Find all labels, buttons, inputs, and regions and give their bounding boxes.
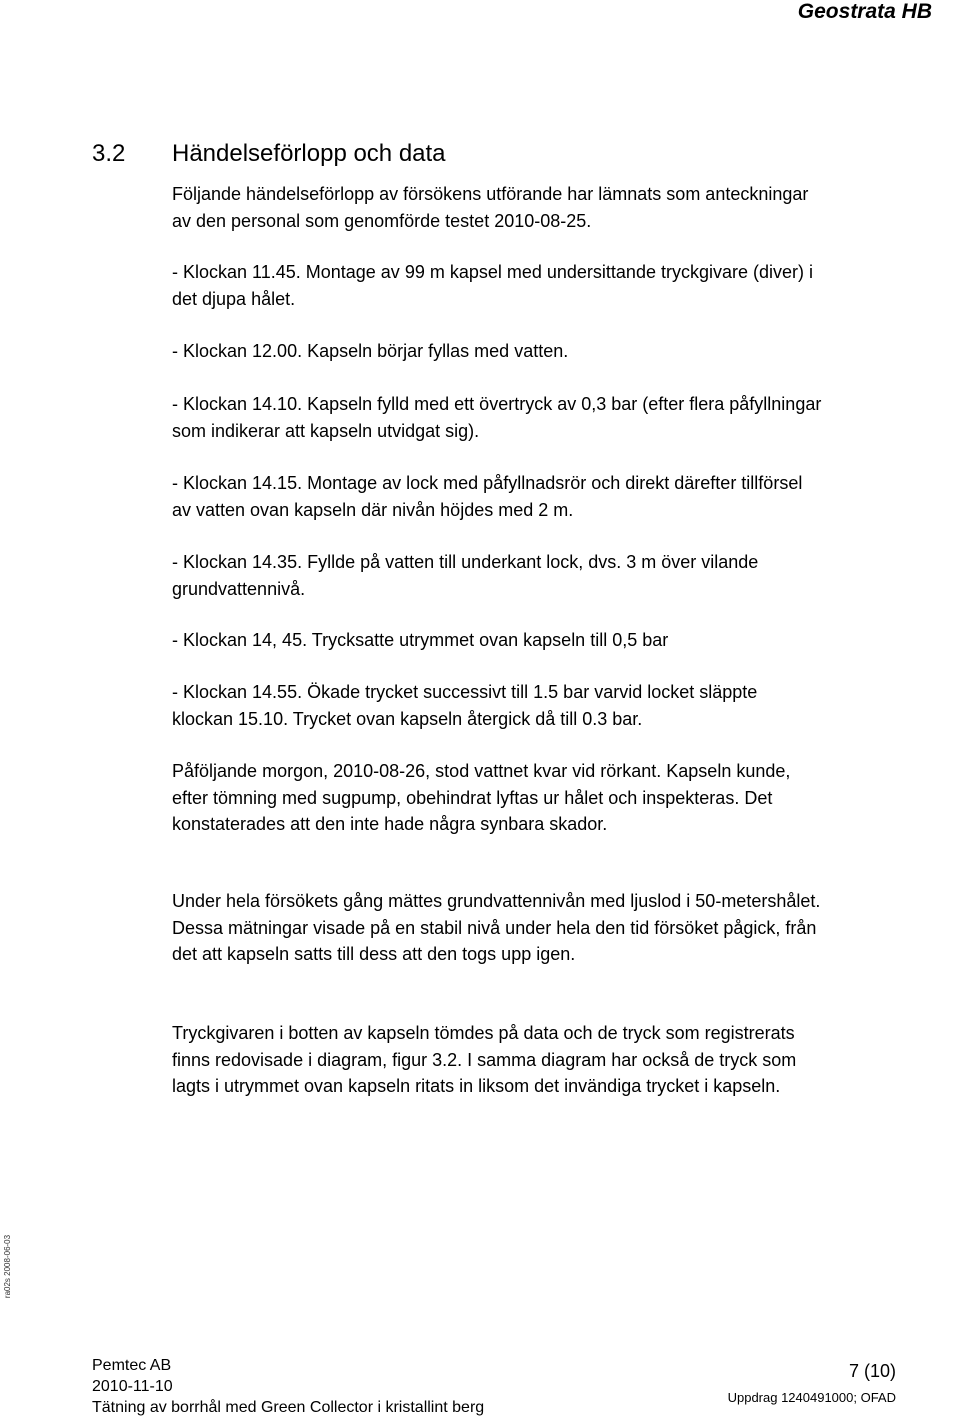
event-item	[172, 259, 822, 312]
intro-text: Följande händelseförlopp av försökens utförande har lämnats som anteckningar av den personal som genomförde testet 2010-08-25.	[172, 184, 809, 231]
event-prefix: -	[172, 473, 183, 493]
assignment-number: Uppdrag 1240491000; OFAD	[727, 1390, 896, 1405]
footer-left	[92, 1355, 484, 1418]
event-prefix: -	[172, 394, 183, 414]
event-time: Klockan 14.10.	[183, 394, 303, 414]
event-time: Klockan 14.55.	[183, 682, 303, 702]
event-time: Klockan 12.00.	[183, 341, 303, 361]
event-time: Klockan 14, 45.	[183, 630, 308, 650]
body-paragraph	[172, 758, 822, 838]
section-number: 3.2	[92, 140, 126, 167]
event-prefix: -	[172, 682, 183, 702]
event-text: Kapseln fylld med ett övertryck av 0,3 bar (efter flera påfyllningar som indikerar att kapseln utvidgat sig).	[172, 394, 822, 441]
event-time: klockan 15.10.	[172, 708, 289, 729]
event-item	[172, 470, 822, 523]
event-item	[172, 627, 822, 654]
page-number: 7 (10)	[848, 1361, 896, 1381]
event-text: Ökade trycket successivt till 1.5 bar varvid locket släppte	[302, 682, 758, 702]
event-time: Klockan 14.15.	[183, 473, 303, 493]
event-time: Klockan 11.45.	[183, 262, 301, 282]
event-text: Montage av 99 m kapsel med undersittande tryckgivare (diver) i det djupa hålet.	[172, 262, 813, 309]
intro-paragraph	[172, 181, 822, 234]
paragraph-text: Tryckgivaren i botten av kapseln tömdes på data och de tryck som registrerats finns redovisade i diagram, figur 3.2. I samma diagram har också de tryck som lagts i utrymmet ovan kapseln ritats in liksom det invändiga trycket i kapseln.	[172, 1023, 797, 1096]
event-text: Trycksatte utrymmet ovan kapseln till 0,5 bar	[307, 630, 669, 650]
paragraph-text: Under hela försökets gång mättes grundvattennivån med ljuslod i 50-metershålet. Dessa mätningar visade på en stabil nivå under hela den tid försöket pågick, från det att kapseln satts till dess att den togs upp igen.	[172, 891, 821, 964]
section-title: Händelseförlopp och data	[172, 140, 446, 167]
event-prefix: -	[172, 552, 183, 572]
event-prefix: -	[172, 630, 183, 650]
footer-title: Tätning av borrhål med Green Collector i kristallint berg	[92, 1399, 485, 1416]
event-item	[172, 549, 822, 602]
event-item	[172, 391, 822, 444]
body-paragraph	[172, 1020, 822, 1100]
footer-date: 2010-11-10	[92, 1378, 173, 1395]
footer-right	[728, 1360, 896, 1405]
event-prefix: -	[172, 341, 183, 361]
event-time: Klockan 14.35.	[183, 552, 303, 572]
header-company-name: Geostrata HB	[797, 0, 932, 23]
section-heading	[92, 140, 446, 168]
event-text: Fyllde på vatten till underkant lock, dvs. 3 m över vilande grundvattennivå.	[172, 552, 759, 599]
event-text: Trycket ovan kapseln återgick då till 0.3 bar.	[288, 708, 643, 729]
paragraph-text: Påföljande morgon, 2010-08-26, stod vattnet kvar vid rörkant. Kapseln kunde, efter tömning med sugpump, obehindrat lyftas ur hålet och inspekteras. Det konstaterades att den inte hade några synbara skador.	[172, 761, 791, 834]
body-paragraph	[172, 888, 822, 968]
event-text: Montage av lock med påfyllnadsrör och direkt därefter tillförsel av vatten ovan kapseln där nivån höjdes med 2 m.	[172, 473, 803, 520]
event-item	[172, 679, 822, 732]
event-prefix: -	[172, 262, 183, 282]
template-stamp: ra02s 2008-06-03	[3, 1234, 13, 1299]
event-item	[172, 338, 822, 365]
footer-company: Pemtec AB	[92, 1357, 172, 1374]
event-text: Kapseln börjar fyllas med vatten.	[302, 341, 569, 361]
